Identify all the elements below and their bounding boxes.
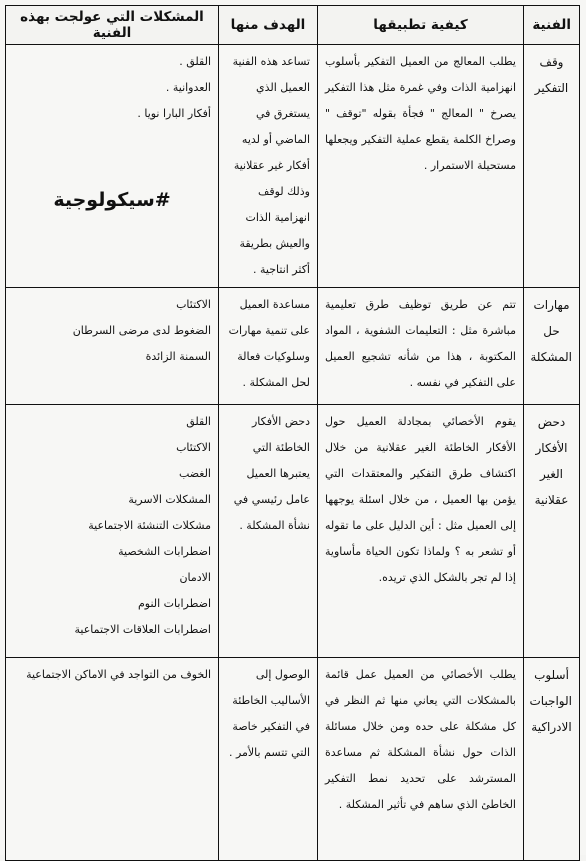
problem-item: القلق . <box>179 55 211 68</box>
technique-cell: دحض الأفكار الغير عقلانية <box>524 405 580 658</box>
problem-item: السمنة الزائدة <box>145 350 211 363</box>
table-header-row <box>6 6 580 45</box>
problem-item: الضغوط لدى مرضى السرطان <box>72 324 211 337</box>
header-goal: الهدف منها <box>219 6 318 45</box>
problem-item: الادمان <box>179 571 211 584</box>
problem-item: مشكلات التنشئة الاجتماعية <box>88 519 211 532</box>
how-cell: تتم عن طريق توظيف طرق تعليمية مباشرة مثل : التعليمات الشفوية ، المواد المكتوبة ، هذا من شأنه تشجيع العميل على التفكير في نفسه . <box>318 288 524 405</box>
technique-cell: أسلوب الواجبات الادراكية <box>524 658 580 861</box>
table-row <box>6 658 580 861</box>
technique-cell: وقف التفكير <box>524 45 580 288</box>
problem-item: العدوانية . <box>165 81 211 94</box>
how-cell: يطلب الأخصائي من العميل عمل قائمة بالمشكلات التي يعاني منها ثم النظر في كل مشكلة على حده ومن خلال مسائلة الذات حول نشأة المشكلة ثم مساعدة المسترشد على تحديد نمط التفكير الخاطئ الذي ساهم في تأثير المشكلة . <box>318 658 524 861</box>
goal-cell: تساعد هذه الفنية العميل الذي يستغرق في الماضي أو لديه أفكار غير عقلانية وذلك لوقف انهزامية الذات والعيش بطريقة أكثر انتاجية . <box>219 45 318 288</box>
problem-item: المشكلات الاسرية <box>128 493 211 506</box>
header-problems: المشكلات التي عولجت بهذه الفنية <box>6 6 219 45</box>
problems-cell <box>6 288 219 405</box>
header-technique: الفنية <box>524 6 580 45</box>
how-cell: يطلب المعالج من العميل التفكير بأسلوب انهزامية الذات وفي غمرة مثل هذا التفكير يصرخ " المعالج " فجأة بقوله "توقف " وصراخ الكلمة يقطع عملية التفكير ويجعلها مستحيلة الاستمرار . <box>318 45 524 288</box>
problems-cell: الخوف من التواجد في الاماكن الاجتماعية <box>6 658 219 861</box>
problem-item: القلق <box>186 415 211 428</box>
problems-cell <box>6 405 219 658</box>
problem-item: اضطرابات الشخصية <box>118 545 211 558</box>
goal-cell: مساعدة العميل على تنمية مهارات وسلوكيات فعالة لحل المشكلة . <box>219 288 318 405</box>
problem-item: الغضب <box>178 467 211 480</box>
table-row <box>6 45 580 288</box>
technique-cell: مهارات حل المشكلة <box>524 288 580 405</box>
problems-cell <box>6 45 219 288</box>
table-row <box>6 288 580 405</box>
header-how: كيفية تطبيقها <box>318 6 524 45</box>
problem-item: اضطرابات النوم <box>137 597 211 610</box>
goal-cell: دحض الأفكار الخاطئة التي يعتبرها العميل عامل رئيسي في نشأة المشكلة . <box>219 405 318 658</box>
techniques-table <box>5 5 580 861</box>
problem-item: أفكار البارا نويا . <box>137 107 211 120</box>
problem-item: اضطرابات العلاقات الاجتماعية <box>74 623 211 636</box>
table-row <box>6 405 580 658</box>
goal-cell: الوصول إلى الأساليب الخاطئة في التفكير خاصة التي تتسم بالأمر . <box>219 658 318 861</box>
hashtag-watermark: #سيكولوجية <box>53 189 171 211</box>
problem-item: الاكتئاب <box>176 441 211 454</box>
how-cell: يقوم الأخصائي بمجادلة العميل حول الأفكار الخاطئة الغير عقلانية من خلال اكتشاف طرق التفكير والمعتقدات التي يؤمن بها العميل ، من خلال اسئلة يوجهها إلى العميل مثل : أين الدليل على ما تقوله أو تشعر به ؟ ولماذا تكون الحياة مأساوية إذا لم تجر بالشكل الذي تريده. <box>318 405 524 658</box>
problem-item: الاكتئاب <box>176 298 211 311</box>
